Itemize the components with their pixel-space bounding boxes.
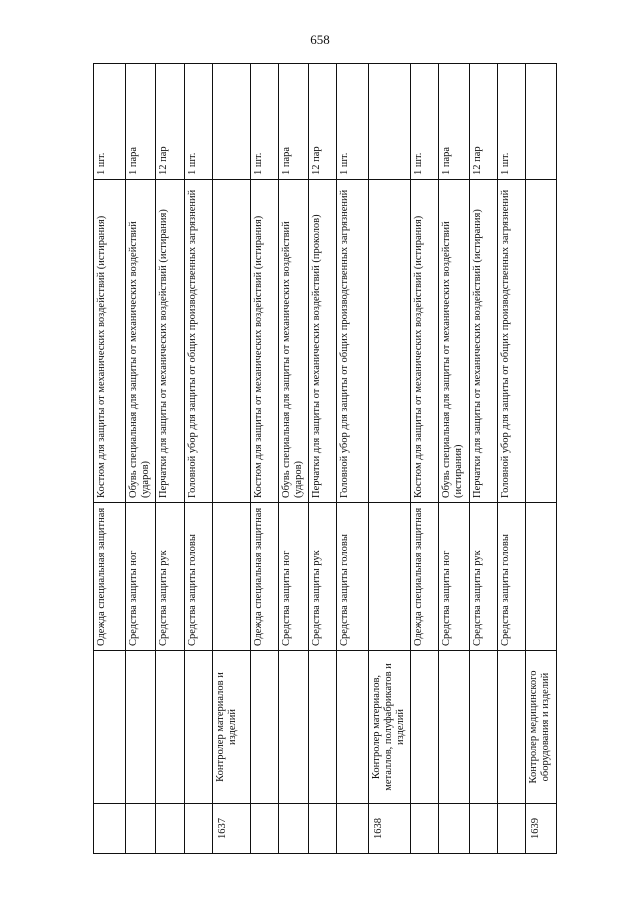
norm-cell: 1 шт. (184, 64, 212, 180)
norm-cell (525, 64, 556, 180)
table-row (439, 64, 469, 854)
row-number (309, 804, 337, 854)
profession-cell (184, 651, 212, 804)
item-cell: Средства защиты рук (156, 503, 184, 651)
row-number (439, 804, 469, 854)
norm-cell: 1 шт. (94, 64, 126, 180)
row-number (126, 804, 156, 854)
description-cell (525, 180, 556, 503)
description-cell (212, 180, 250, 503)
item-cell (525, 503, 556, 651)
item-cell: Средства защиты головы (497, 503, 525, 651)
table-row (525, 64, 556, 854)
profession-cell (279, 651, 309, 804)
profession-cell: Контролер материалов, металлов, полуфабрикатов и изделий (368, 651, 411, 804)
item-cell: Одежда специальная защитная (94, 503, 126, 651)
profession-cell (411, 651, 439, 804)
description-cell: Головной убор для защиты от общих производственных загрязнений (497, 180, 525, 503)
description-cell: Головной убор для защиты от общих производственных загрязнений (184, 180, 212, 503)
norm-cell (368, 64, 411, 180)
norm-cell (212, 64, 250, 180)
description-cell: Обувь специальная для защиты от механических воздействий (ударов) (126, 180, 156, 503)
profession-cell: Контролер медицинского оборудования и изделий (525, 651, 556, 804)
description-cell: Обувь специальная для защиты от механических воздействий (истирания) (439, 180, 469, 503)
profession-cell (337, 651, 368, 804)
norm-cell: 12 пар (156, 64, 184, 180)
profession-cell (309, 651, 337, 804)
row-number (279, 804, 309, 854)
profession-cell (469, 651, 497, 804)
row-number (497, 804, 525, 854)
description-cell: Костюм для защиты от механических воздействий (истирания) (94, 180, 126, 503)
description-cell: Головной убор для защиты от общих производственных загрязнений (337, 180, 368, 503)
table-row (497, 64, 525, 854)
row-number: 1638 (368, 804, 411, 854)
row-number (469, 804, 497, 854)
table-row (368, 64, 411, 854)
norm-cell: 1 шт. (337, 64, 368, 180)
rotated-table-wrapper (93, 64, 557, 854)
profession-cell (126, 651, 156, 804)
table-row (309, 64, 337, 854)
norm-cell: 1 пара (126, 64, 156, 180)
table-row (411, 64, 439, 854)
profession-cell: Контролер материалов и изделий (212, 651, 250, 804)
item-cell: Средства защиты головы (184, 503, 212, 651)
table-row (250, 64, 278, 854)
norm-cell: 12 пар (309, 64, 337, 180)
profession-cell (497, 651, 525, 804)
item-cell: Одежда специальная защитная (250, 503, 278, 651)
item-cell (368, 503, 411, 651)
norms-table (93, 63, 557, 854)
table-row (126, 64, 156, 854)
profession-cell (94, 651, 126, 804)
norm-cell: 1 пара (439, 64, 469, 180)
norm-cell: 1 шт. (411, 64, 439, 180)
row-number (184, 804, 212, 854)
row-number: 1637 (212, 804, 250, 854)
description-cell (368, 180, 411, 503)
description-cell: Костюм для защиты от механических воздействий (истирания) (411, 180, 439, 503)
row-number (156, 804, 184, 854)
table-row (279, 64, 309, 854)
table-row (337, 64, 368, 854)
row-number (411, 804, 439, 854)
item-cell: Средства защиты рук (309, 503, 337, 651)
norm-cell: 1 пара (279, 64, 309, 180)
rotated-table-frame (93, 64, 557, 854)
row-number (94, 804, 126, 854)
table-row (184, 64, 212, 854)
item-cell: Средства защиты рук (469, 503, 497, 651)
profession-cell (156, 651, 184, 804)
item-cell: Средства защиты ног (439, 503, 469, 651)
profession-cell (439, 651, 469, 804)
table-row (156, 64, 184, 854)
description-cell: Перчатки для защиты от механических воздействий (истирания) (469, 180, 497, 503)
norm-cell: 1 шт. (497, 64, 525, 180)
description-cell: Перчатки для защиты от механических воздействий (истирания) (156, 180, 184, 503)
table-row (212, 64, 250, 854)
item-cell: Одежда специальная защитная (411, 503, 439, 651)
row-number (250, 804, 278, 854)
description-cell: Перчатки для защиты от механических воздействий (проколов) (309, 180, 337, 503)
norm-cell: 12 пар (469, 64, 497, 180)
table-row (94, 64, 126, 854)
description-cell: Костюм для защиты от механических воздействий (истирания) (250, 180, 278, 503)
description-cell: Обувь специальная для защиты от механических воздействий (ударов) (279, 180, 309, 503)
item-cell (212, 503, 250, 651)
norm-cell: 1 шт. (250, 64, 278, 180)
item-cell: Средства защиты головы (337, 503, 368, 651)
row-number (337, 804, 368, 854)
page-number: 658 (310, 32, 330, 47)
row-number: 1639 (525, 804, 556, 854)
table-row (469, 64, 497, 854)
profession-cell (250, 651, 278, 804)
item-cell: Средства защиты ног (279, 503, 309, 651)
item-cell: Средства защиты ног (126, 503, 156, 651)
